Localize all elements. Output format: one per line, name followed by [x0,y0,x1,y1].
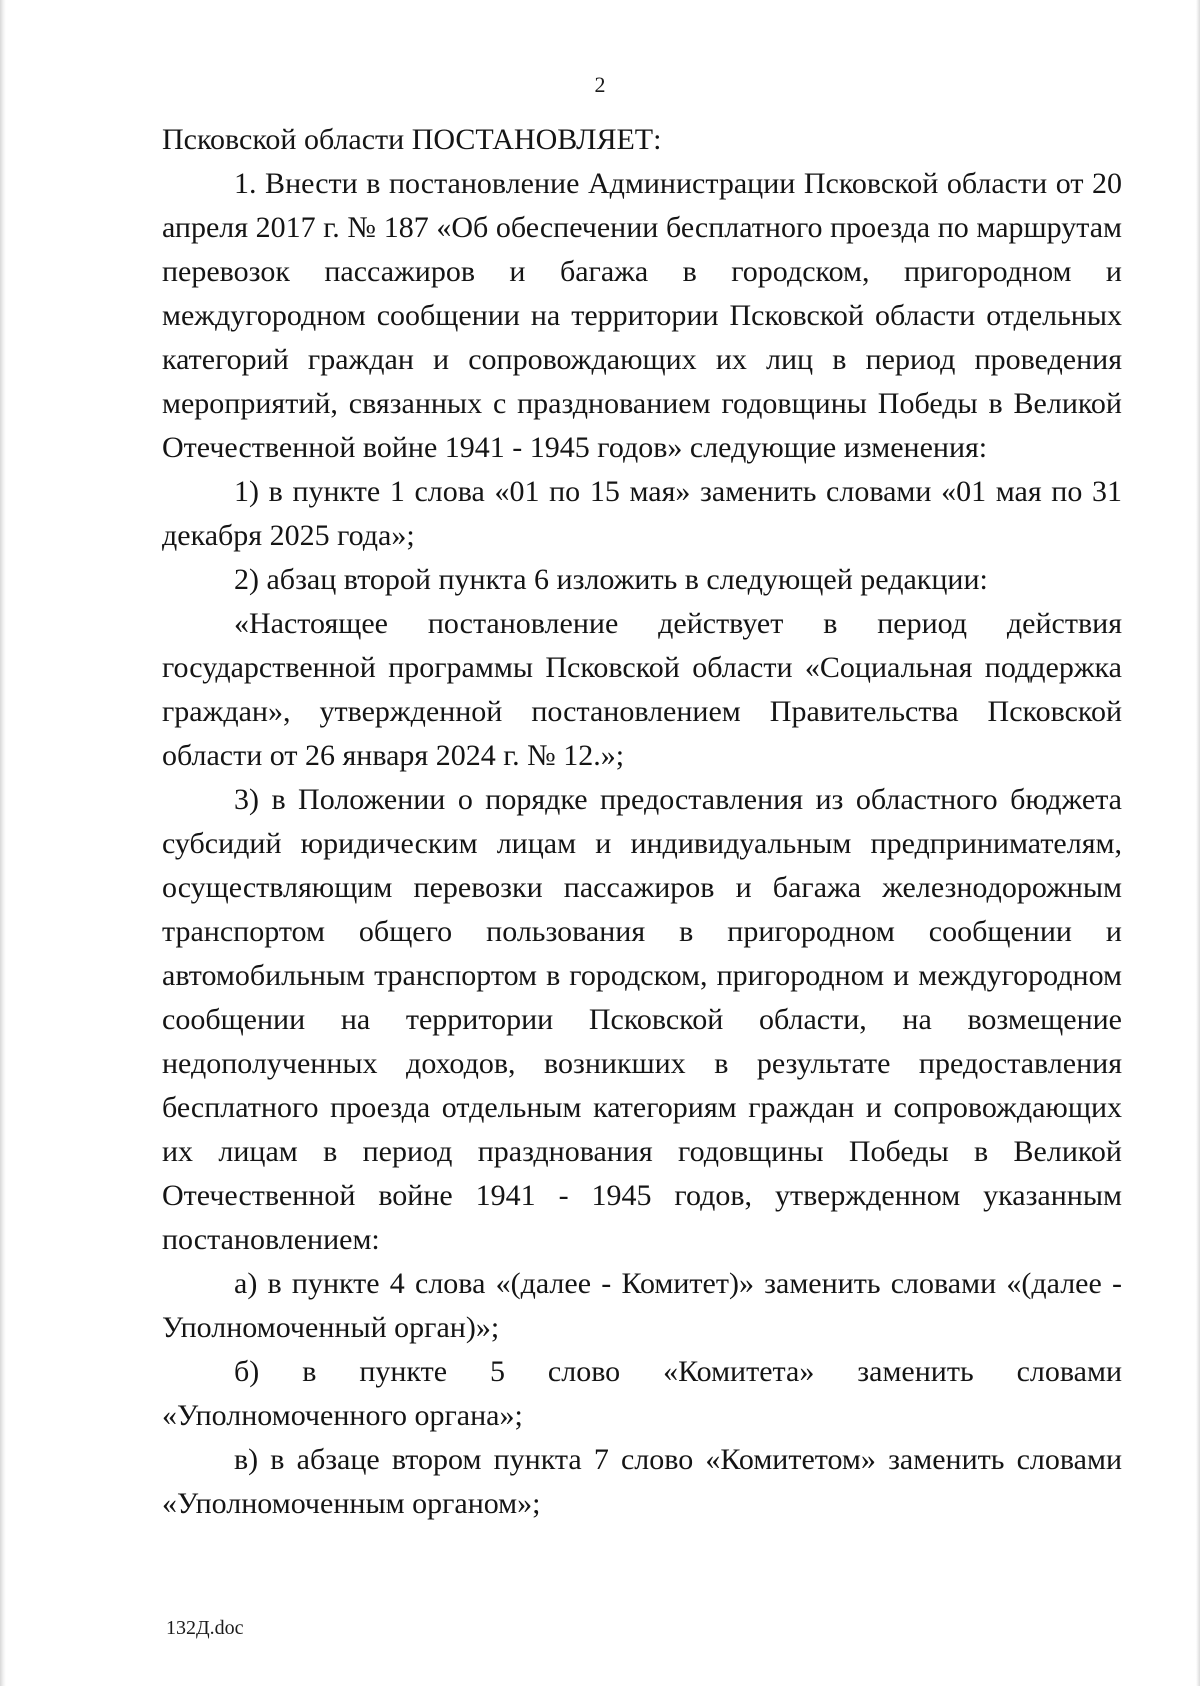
footer-filename: 132Д.doc [166,1617,244,1639]
paragraph-subitem-3: 3) в Положении о порядке предоставления из областного бюджета субсидий юридическим лицам и индивидуальным предпринимателям, осуществляющим перевозки пассажиров и багажа железнодорожным транспортом общего пользования в пригородном сообщении и автомобильным транспортом в городском, пригородном и междугородном сообщении на территории Псковской области, на возмещение недополученных доходов, возникших в результате предоставления бесплатного проезда отдельным категориям граждан и сопровождающих их лицам в период празднования годовщины Победы в Великой Отечественной войне 1941 - 1945 годов, утвержденном указанным постановлением: [162,783,1122,1256]
paragraph-intro: Псковской области ПОСТАНОВЛЯЕТ: [162,123,662,156]
paragraph-subitem-a: а) в пункте 4 слова «(далее - Комитет)» заменить словами «(далее - Уполномоченный орган)»; [162,1267,1122,1344]
scan-edge-left [0,0,6,1686]
paragraph-subitem-b: б) в пункте 5 слово «Комитета» заменить словами «Уполномоченного органа»; [162,1355,1122,1432]
paragraph-quoted-text: «Настоящее постановление действует в период действия государственной программы Псковской области «Социальная поддержка граждан», утвержденной постановлением Правительства Псковской области от 26 января 2024 г. № 12.»; [162,607,1122,772]
paragraph-item-1: 1. Внести в постановление Администрации Псковской области от 20 апреля 2017 г. № 187 «Об обеспечении бесплатного проезда по маршрутам перевозок пассажиров и багажа в городском, пригородном и междугородном сообщении на территории Псковской области отдельных категорий граждан и сопровождающих их лиц в период проведения мероприятий, связанных с празднованием годовщины Победы в Великой Отечественной войне 1941 - 1945 годов» следующие изменения: [162,167,1122,464]
paragraph-subitem-2: 2) абзац второй пункта 6 изложить в следующей редакции: [234,563,988,596]
paragraph-subitem-1: 1) в пункте 1 слова «01 по 15 мая» заменить словами «01 мая по 31 декабря 2025 года»; [162,475,1122,552]
scan-edge-right [1196,0,1200,1686]
document-body [162,118,1122,1526]
paragraph-subitem-v: в) в абзаце втором пункта 7 слово «Комитетом» заменить словами «Уполномоченным органом»; [162,1443,1122,1520]
page-number: 2 [594,72,606,97]
